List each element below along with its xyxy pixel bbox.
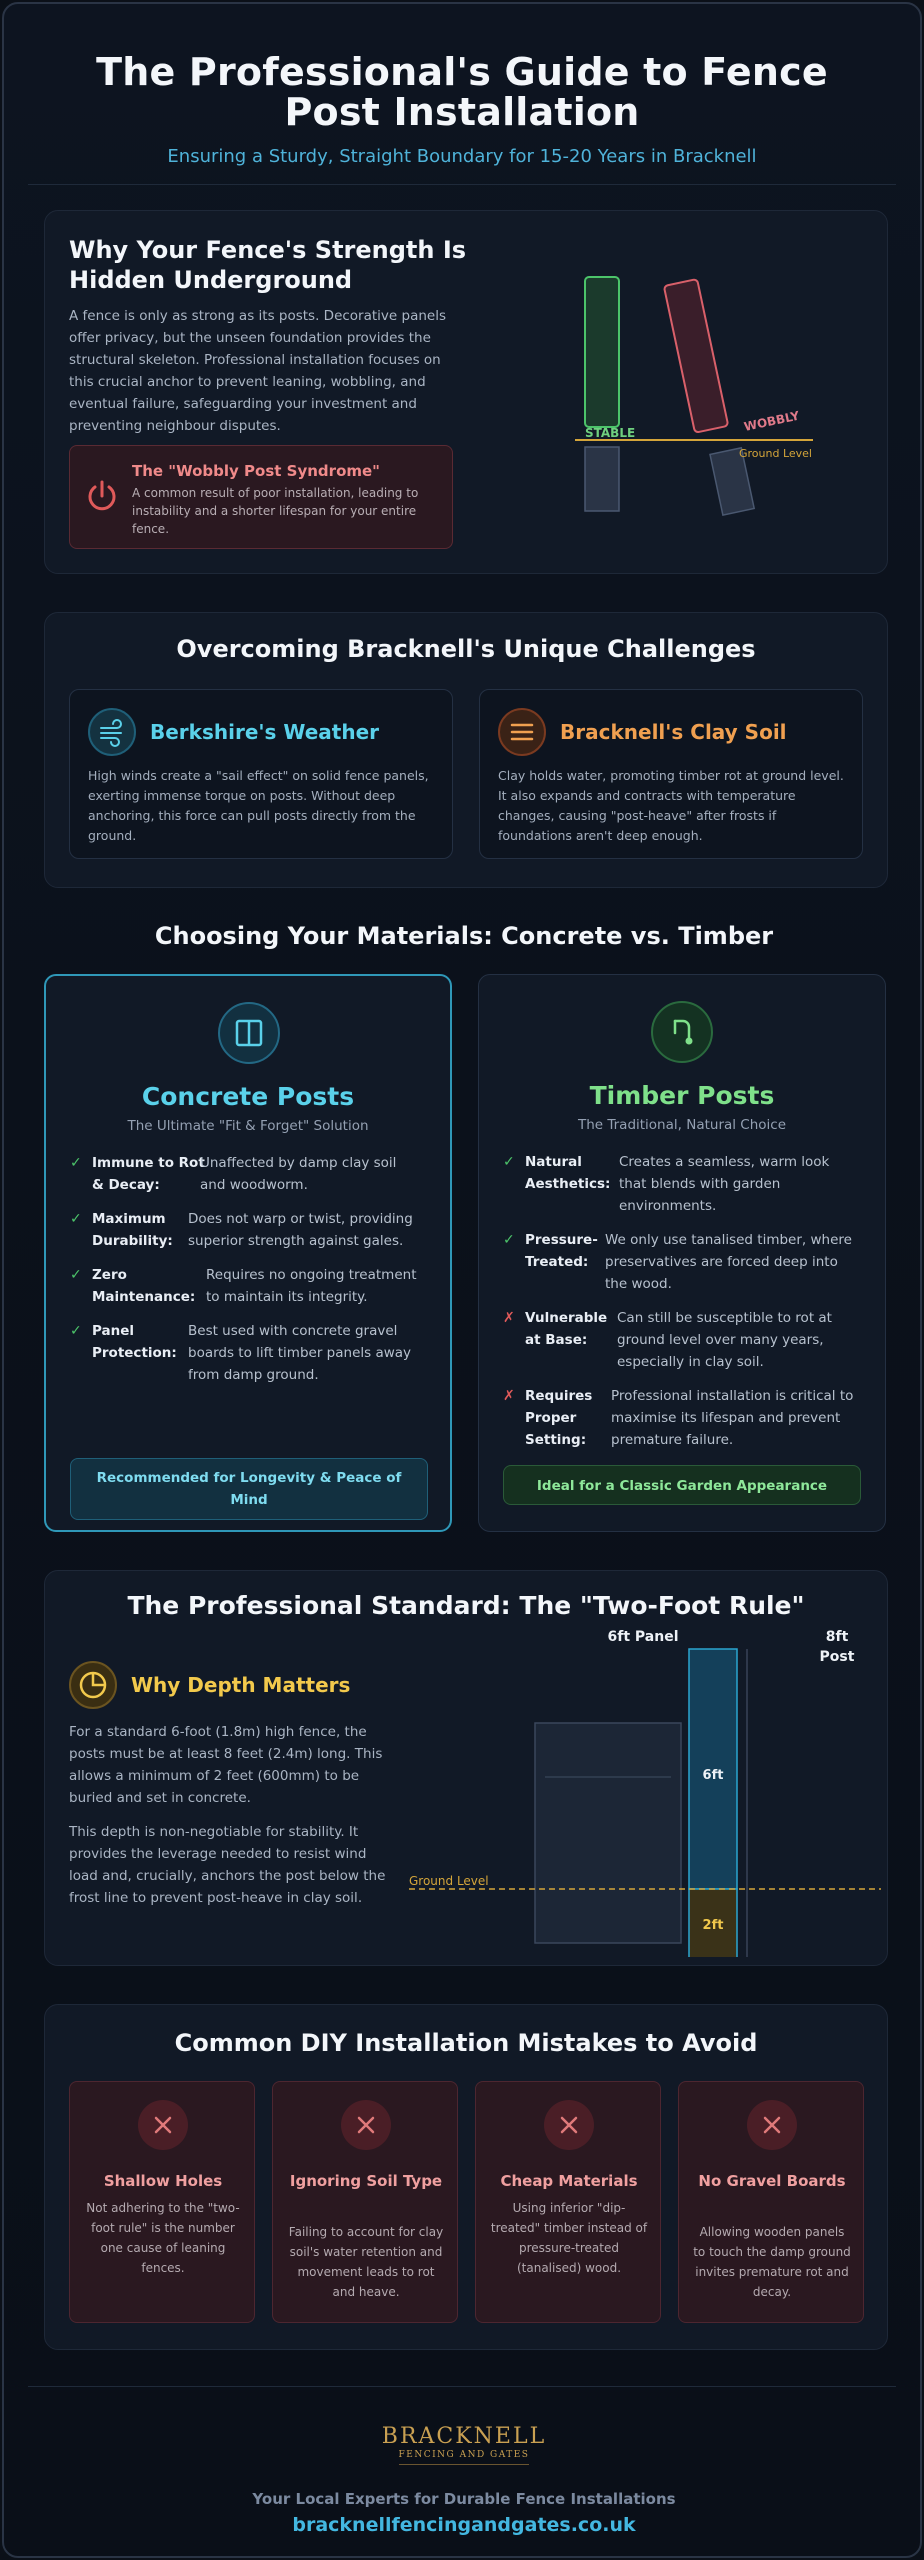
item-text: Creates a seamless, warm look that blends with garden environments. — [619, 1154, 830, 1214]
why-depth-title: Why Depth Matters — [131, 1673, 351, 1697]
list-item — [503, 1307, 873, 1373]
mistake-item — [475, 2081, 661, 2323]
panel-label: 6ft Panel — [607, 1629, 679, 1645]
soil-layers-icon — [498, 708, 546, 756]
mistake-text: Allowing wooden panels to touch the damp ground invites premature rot and decay. — [693, 2225, 851, 2299]
depth-paragraph-2: This depth is non-negotiable for stability. It provides the leverage needed to resist wind load and, crucially, anchors the post below the frost line to prevent post-heave in clay soil. — [69, 1824, 386, 1906]
depth-paragraph-1: For a standard 6-foot (1.8m) high fence, the posts must be at least 8 feet (2.4m) long. This allows a minimum of 2 feet (600mm) to be buried and set in concrete. — [69, 1724, 383, 1806]
close-icon — [138, 2100, 188, 2150]
list-item — [503, 1151, 873, 1217]
concrete-subtitle: The Ultimate "Fit & Forget" Solution — [127, 1118, 369, 1134]
section-body: A fence is only as strong as its posts. Decorative panels offer privacy, but the unseen foundation provides the structural skeleton. Professional installation focuses on this crucial anchor to prevent leaning, wobbling, and eventual failure, safeguarding your investment and preventing neighbour disputes. — [69, 308, 446, 434]
item-label: Maximum Durability: — [92, 1211, 173, 1249]
check-icon: ✓ — [503, 1154, 515, 1170]
timber-recommendation-badge: Ideal for a Classic Garden Appearance — [503, 1465, 861, 1505]
company-logo: BRACKNELL FENCING AND GATES — [4, 2424, 922, 2465]
page-title: The Professional's Guide to Fence Post Installation — [96, 50, 828, 134]
close-icon — [747, 2100, 797, 2150]
mistake-text: Not adhering to the "two-foot rule" is the number one cause of leaning fences. — [86, 2201, 240, 2275]
clay-soil-panel — [479, 689, 863, 859]
mistake-title: Shallow Holes — [103, 2172, 223, 2190]
section-title: Why Your Fence's Strength Is Hidden Underground — [69, 236, 467, 294]
check-icon: ✓ — [70, 1155, 82, 1171]
two-foot-rule-diagram — [405, 1627, 885, 1957]
diy-mistakes-card — [44, 2004, 888, 2350]
close-icon — [341, 2100, 391, 2150]
mistake-item — [272, 2081, 458, 2323]
concrete-recommendation-badge: Recommended for Longevity & Peace of Mind — [70, 1458, 428, 1520]
cross-icon: ✗ — [503, 1310, 515, 1326]
item-text: We only use tanalised timber, where preservatives are forced deep into the wood. — [605, 1232, 852, 1292]
item-label: Pressure- Treated: — [525, 1232, 598, 1270]
clay-soil-text: Clay holds water, promoting timber rot at ground level. It also expands and contracts with temperature changes, causing "post-heave" after frosts if foundations aren't deep enough. — [498, 768, 844, 843]
page-subtitle: Ensuring a Sturdy, Straight Boundary for 15-20 Years in Bracknell — [167, 146, 757, 167]
wobbly-post — [664, 279, 728, 433]
wobbly-syndrome-callout — [69, 445, 453, 549]
cross-icon: ✗ — [503, 1388, 515, 1404]
callout-text: A common result of poor installation, leading to instability and a shorter lifespan for your entire fence. — [132, 486, 419, 536]
wind-icon — [88, 708, 136, 756]
website-link[interactable]: bracknellfencingandgates.co.uk — [292, 2514, 636, 2536]
power-icon — [84, 478, 120, 514]
ground-level-label: Ground Level — [739, 447, 812, 460]
item-text: Professional installation is critical to maximise its lifespan and prevent premature failure. — [611, 1388, 854, 1448]
timber-posts-card — [478, 974, 886, 1532]
section-title: Common DIY Installation Mistakes to Avoid — [174, 2029, 758, 2057]
list-item — [503, 1385, 873, 1451]
mistake-item — [69, 2081, 255, 2323]
clay-soil-title: Bracknell's Clay Soil — [560, 720, 787, 744]
divider — [28, 184, 896, 185]
check-icon: ✓ — [503, 1232, 515, 1248]
infographic-frame — [2, 2, 922, 2558]
header — [4, 4, 920, 167]
section-title: The Professional Standard: The "Two-Foot Rule" — [127, 1591, 805, 1620]
item-label: Natural Aesthetics: — [525, 1154, 611, 1192]
item-text: Unaffected by damp clay soil and woodworm. — [200, 1155, 397, 1193]
item-label: Immune to Rot & Decay: — [92, 1155, 205, 1193]
ground-level-label: Ground Level — [409, 1874, 489, 1888]
item-text: Requires no ongoing treatment to maintain its integrity. — [206, 1267, 417, 1305]
challenges-card — [44, 612, 888, 888]
two-foot-rule-card — [44, 1570, 888, 1966]
fence-panel — [535, 1723, 681, 1943]
above-ground-length: 6ft — [702, 1768, 724, 1783]
footer-tagline: Your Local Experts for Durable Fence Installations — [252, 2490, 676, 2508]
item-label: Zero Maintenance: — [92, 1267, 196, 1305]
columns-icon — [218, 1002, 280, 1064]
section-title: Choosing Your Materials: Concrete vs. Timber — [154, 922, 774, 950]
list-item — [70, 1320, 440, 1386]
branch-icon — [651, 1001, 713, 1063]
concrete-posts-card — [44, 974, 452, 1532]
list-item — [70, 1264, 440, 1308]
mistake-item — [678, 2081, 864, 2323]
list-item — [70, 1208, 440, 1252]
timber-title: Timber Posts — [589, 1081, 775, 1110]
item-text: Can still be susceptible to rot at ground level over many years, especially in clay soil. — [617, 1310, 832, 1370]
list-item — [70, 1152, 440, 1196]
post-length-label-line2: Post — [819, 1649, 855, 1665]
callout-title: The "Wobbly Post Syndrome" — [132, 462, 380, 480]
item-label: Requires Proper Setting: — [525, 1388, 593, 1448]
check-icon: ✓ — [70, 1323, 82, 1339]
mistake-title: Ignoring Soil Type — [289, 2172, 443, 2190]
hidden-strength-card — [44, 210, 888, 574]
pie-chart-icon — [69, 1661, 117, 1709]
divider — [28, 2386, 896, 2387]
mistake-text: Using inferior "dip-treated" timber instead of pressure-treated (tanalised) wood. — [490, 2201, 648, 2275]
check-icon: ✓ — [70, 1267, 82, 1283]
mistake-title: No Gravel Boards — [698, 2172, 846, 2190]
item-text: Does not warp or twist, providing superior strength against gales. — [188, 1211, 413, 1249]
below-ground-length: 2ft — [702, 1918, 724, 1933]
post-length-label-line1: 8ft — [825, 1629, 849, 1645]
section-title: Overcoming Bracknell's Unique Challenges — [176, 635, 756, 663]
close-icon — [544, 2100, 594, 2150]
concrete-title: Concrete Posts — [141, 1082, 355, 1111]
mistake-title: Cheap Materials — [500, 2172, 638, 2190]
post-stability-diagram — [545, 251, 845, 541]
stable-label: STABLE — [585, 426, 636, 440]
weather-title: Berkshire's Weather — [150, 720, 380, 744]
stable-post — [585, 277, 619, 427]
weather-panel — [69, 689, 453, 859]
stable-post-base — [585, 447, 619, 511]
item-label: Vulnerable at Base: — [525, 1310, 608, 1348]
mistake-text: Failing to account for clay soil's water retention and movement leads to rot and heave. — [288, 2225, 444, 2299]
wobbly-label: WOBBLY — [742, 408, 801, 434]
weather-text: High winds create a "sail effect" on solid fence panels, exerting immense torque on posts. Without deep anchoring, this force can pull posts directly from the ground. — [88, 768, 429, 843]
list-item — [503, 1229, 873, 1295]
item-text: Best used with concrete gravel boards to lift timber panels away from damp ground. — [188, 1323, 412, 1383]
item-label: Panel Protection: — [92, 1323, 177, 1361]
check-icon: ✓ — [70, 1211, 82, 1227]
timber-subtitle: The Traditional, Natural Choice — [577, 1117, 787, 1133]
